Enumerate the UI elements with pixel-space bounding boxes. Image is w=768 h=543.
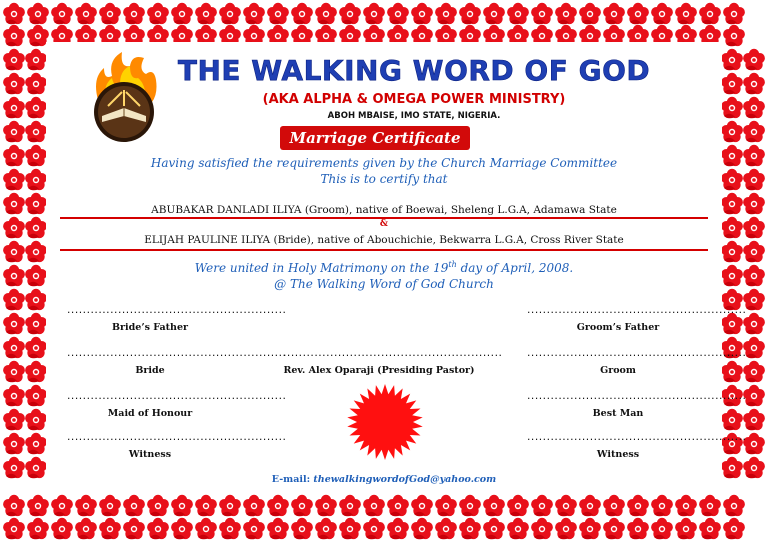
flower-icon bbox=[651, 518, 673, 539]
flower-icon bbox=[743, 337, 765, 358]
flower-icon bbox=[315, 518, 337, 539]
flower-icon bbox=[387, 518, 409, 539]
flower-icon bbox=[721, 241, 743, 262]
flower-icon bbox=[243, 3, 265, 24]
certificate-body bbox=[46, 42, 746, 492]
united-sup: th bbox=[448, 260, 457, 269]
flower-icon bbox=[743, 97, 765, 118]
flower-icon bbox=[315, 495, 337, 516]
flower-icon bbox=[51, 518, 73, 539]
bride-line: ELIJAH PAULINE ILIYA (Bride), native of Abouchichie, Bekwarra L.G.A, Cross River State bbox=[144, 234, 624, 246]
flower-icon bbox=[675, 495, 697, 516]
flower-icon bbox=[555, 518, 577, 539]
signature-line-brides-father: ........................................................ bbox=[66, 306, 286, 316]
flower-icon bbox=[743, 433, 765, 454]
flower-icon bbox=[25, 193, 47, 214]
flower-icon bbox=[147, 495, 169, 516]
flower-icon bbox=[721, 457, 743, 478]
flower-icon bbox=[291, 518, 313, 539]
flower-icon bbox=[603, 518, 625, 539]
flower-icon bbox=[627, 518, 649, 539]
flower-icon bbox=[411, 495, 433, 516]
bride-underline bbox=[60, 249, 708, 251]
flower-icon bbox=[123, 495, 145, 516]
flower-icon bbox=[171, 3, 193, 24]
flower-icon bbox=[339, 518, 361, 539]
flower-icon bbox=[25, 457, 47, 478]
flower-icon bbox=[363, 495, 385, 516]
flower-icon bbox=[721, 193, 743, 214]
flower-icon bbox=[25, 169, 47, 190]
flower-icon bbox=[25, 49, 47, 70]
grooms-father-label: Groom’s Father bbox=[576, 322, 660, 333]
flower-icon bbox=[743, 361, 765, 382]
flower-icon bbox=[387, 495, 409, 516]
flower-icon bbox=[579, 495, 601, 516]
flower-icon bbox=[147, 3, 169, 24]
flower-icon bbox=[25, 217, 47, 238]
flower-icon bbox=[743, 265, 765, 286]
flower-icon bbox=[743, 73, 765, 94]
flower-icon bbox=[51, 495, 73, 516]
flower-icon bbox=[3, 73, 25, 94]
flower-icon bbox=[507, 518, 529, 539]
flower-icon bbox=[363, 3, 385, 24]
flower-icon bbox=[25, 337, 47, 358]
signature-line-bride: ........................................................ bbox=[66, 349, 286, 359]
flower-icon bbox=[3, 217, 25, 238]
brides-father-label: Bride’s Father bbox=[111, 322, 189, 333]
flower-icon bbox=[743, 169, 765, 190]
flower-icon bbox=[3, 121, 25, 142]
signature-line-pastor: ........................................................ bbox=[282, 349, 502, 359]
signature-line-maid-of-honour: ........................................................ bbox=[66, 392, 286, 402]
flower-icon bbox=[171, 518, 193, 539]
flower-icon bbox=[3, 169, 25, 190]
signature-line-groom: ........................................................ bbox=[526, 349, 746, 359]
flower-icon bbox=[723, 3, 745, 24]
flower-icon bbox=[743, 313, 765, 334]
flower-icon bbox=[3, 265, 25, 286]
flower-icon bbox=[195, 518, 217, 539]
flower-icon bbox=[99, 495, 121, 516]
flower-icon bbox=[25, 265, 47, 286]
flower-icon bbox=[25, 121, 47, 142]
flower-icon bbox=[699, 495, 721, 516]
email-address: thewalkingwordofGod@yahoo.com bbox=[313, 474, 497, 485]
flower-icon bbox=[3, 313, 25, 334]
flower-icon bbox=[507, 495, 529, 516]
flower-icon bbox=[555, 3, 577, 24]
flower-icon bbox=[721, 361, 743, 382]
flower-icon bbox=[3, 457, 25, 478]
certificate-badge: Marriage Certificate bbox=[280, 126, 470, 150]
flower-icon bbox=[3, 495, 25, 516]
flower-icon bbox=[267, 3, 289, 24]
flower-icon bbox=[25, 289, 47, 310]
flower-icon bbox=[3, 49, 25, 70]
flower-icon bbox=[483, 518, 505, 539]
flower-icon bbox=[627, 3, 649, 24]
flower-icon bbox=[25, 97, 47, 118]
flower-icon bbox=[721, 265, 743, 286]
flower-icon bbox=[507, 3, 529, 24]
flower-icon bbox=[267, 495, 289, 516]
flower-icon bbox=[483, 495, 505, 516]
flower-icon bbox=[195, 3, 217, 24]
flower-icon bbox=[99, 518, 121, 539]
flower-icon bbox=[743, 289, 765, 310]
flower-icon bbox=[25, 313, 47, 334]
united-prefix: Were united in Holy Matrimony on the 19 bbox=[194, 261, 449, 275]
flower-icon bbox=[743, 457, 765, 478]
flower-icon bbox=[25, 385, 47, 406]
flower-icon bbox=[675, 3, 697, 24]
flower-icon bbox=[743, 409, 765, 430]
flower-icon bbox=[195, 495, 217, 516]
certify-line: This is to certify that bbox=[320, 172, 448, 186]
flower-icon bbox=[219, 495, 241, 516]
flower-icon bbox=[243, 518, 265, 539]
flower-icon bbox=[171, 495, 193, 516]
flower-icon bbox=[25, 409, 47, 430]
flower-icon bbox=[603, 3, 625, 24]
flower-icon bbox=[723, 25, 745, 46]
flower-icon bbox=[3, 518, 25, 539]
flower-icon bbox=[3, 3, 25, 24]
flower-icon bbox=[25, 361, 47, 382]
flower-icon bbox=[3, 193, 25, 214]
flower-icon bbox=[721, 217, 743, 238]
flower-icon bbox=[27, 495, 49, 516]
signature-line-witness-right: ........................................................ bbox=[526, 433, 746, 443]
united-line bbox=[46, 260, 722, 275]
red-starburst-seal-icon bbox=[340, 382, 430, 462]
flower-icon bbox=[243, 495, 265, 516]
witness-right-label: Witness bbox=[596, 449, 640, 460]
flower-icon bbox=[721, 49, 743, 70]
flower-icon bbox=[579, 3, 601, 24]
flower-icon bbox=[459, 518, 481, 539]
ministry-title: THE WALKING WORD OF GOD bbox=[177, 54, 651, 87]
flower-icon bbox=[75, 495, 97, 516]
flower-icon bbox=[651, 495, 673, 516]
flower-icon bbox=[435, 495, 457, 516]
flower-icon bbox=[651, 3, 673, 24]
flower-icon bbox=[3, 145, 25, 166]
flower-icon bbox=[483, 3, 505, 24]
flower-icon bbox=[721, 121, 743, 142]
flower-icon bbox=[3, 289, 25, 310]
flower-icon bbox=[699, 3, 721, 24]
flower-icon bbox=[315, 3, 337, 24]
flower-icon bbox=[3, 385, 25, 406]
flower-icon bbox=[743, 193, 765, 214]
church-line: @ The Walking Word of God Church bbox=[274, 277, 494, 291]
email-row bbox=[46, 474, 722, 485]
flower-icon bbox=[27, 3, 49, 24]
witness-left-label: Witness bbox=[128, 449, 172, 460]
flower-icon bbox=[3, 433, 25, 454]
flower-icon bbox=[675, 518, 697, 539]
flower-icon bbox=[721, 97, 743, 118]
flower-icon bbox=[3, 361, 25, 382]
flower-icon bbox=[721, 409, 743, 430]
flower-icon bbox=[411, 3, 433, 24]
flower-icon bbox=[435, 3, 457, 24]
ministry-subtitle: (AKA ALPHA & OMEGA POWER MINISTRY) bbox=[262, 92, 566, 107]
flower-icon bbox=[699, 518, 721, 539]
flower-icon bbox=[435, 518, 457, 539]
flower-icon bbox=[25, 73, 47, 94]
flower-icon bbox=[25, 241, 47, 262]
flower-icon bbox=[721, 169, 743, 190]
ministry-address: ABOH MBAISE, IMO STATE, NIGERIA. bbox=[327, 111, 501, 121]
maid-of-honour-label: Maid of Honour bbox=[107, 408, 193, 419]
flower-icon bbox=[743, 121, 765, 142]
flower-icon bbox=[291, 3, 313, 24]
flower-icon bbox=[75, 518, 97, 539]
flower-icon bbox=[459, 495, 481, 516]
flower-icon bbox=[363, 518, 385, 539]
united-suffix: day of April, 2008. bbox=[456, 261, 574, 275]
flower-icon bbox=[267, 518, 289, 539]
flower-icon bbox=[75, 3, 97, 24]
flower-icon bbox=[99, 3, 121, 24]
flower-icon bbox=[3, 25, 25, 46]
flower-icon bbox=[339, 495, 361, 516]
flower-icon bbox=[603, 495, 625, 516]
flower-icon bbox=[51, 3, 73, 24]
flower-icon bbox=[721, 145, 743, 166]
flower-icon bbox=[27, 518, 49, 539]
flower-icon bbox=[3, 337, 25, 358]
flower-icon bbox=[459, 3, 481, 24]
flower-icon bbox=[531, 495, 553, 516]
flower-icon bbox=[123, 3, 145, 24]
flower-icon bbox=[743, 241, 765, 262]
flower-icon bbox=[123, 518, 145, 539]
flower-icon bbox=[627, 495, 649, 516]
flower-icon bbox=[723, 518, 745, 539]
flower-icon bbox=[219, 3, 241, 24]
signature-line-witness-left: ........................................................ bbox=[66, 433, 286, 443]
flower-icon bbox=[411, 518, 433, 539]
flower-icon bbox=[531, 3, 553, 24]
signature-line-best-man: ........................................................ bbox=[526, 392, 746, 402]
flower-icon bbox=[531, 518, 553, 539]
pastor-label: Rev. Alex Oparaji (Presiding Pastor) bbox=[283, 365, 475, 376]
groom-label: Groom bbox=[600, 365, 636, 376]
flower-icon bbox=[339, 3, 361, 24]
flower-icon bbox=[555, 495, 577, 516]
flower-icon bbox=[25, 433, 47, 454]
flower-icon bbox=[387, 3, 409, 24]
flower-icon bbox=[723, 495, 745, 516]
flower-icon bbox=[743, 217, 765, 238]
bride-label: Bride bbox=[135, 365, 165, 376]
flower-icon bbox=[3, 97, 25, 118]
groom-line: ABUBAKAR DANLADI ILIYA (Groom), native of Boewai, Sheleng L.G.A, Adamawa State bbox=[151, 204, 617, 216]
flower-icon bbox=[25, 145, 47, 166]
signature-line-grooms-father: ........................................................ bbox=[526, 306, 746, 316]
flower-icon bbox=[743, 49, 765, 70]
flower-icon bbox=[3, 241, 25, 262]
best-man-label: Best Man bbox=[592, 408, 644, 419]
flower-icon bbox=[219, 518, 241, 539]
flower-icon bbox=[579, 518, 601, 539]
flower-icon bbox=[147, 518, 169, 539]
email-label: E-mail: bbox=[271, 474, 311, 485]
flower-icon bbox=[721, 313, 743, 334]
flower-icon bbox=[291, 495, 313, 516]
flower-icon bbox=[743, 145, 765, 166]
flower-icon bbox=[3, 409, 25, 430]
flower-icon bbox=[721, 73, 743, 94]
flower-icon bbox=[743, 385, 765, 406]
ampersand: & bbox=[379, 219, 389, 229]
requirement-line: Having satisfied the requirements given by the Church Marriage Committee bbox=[150, 156, 618, 170]
